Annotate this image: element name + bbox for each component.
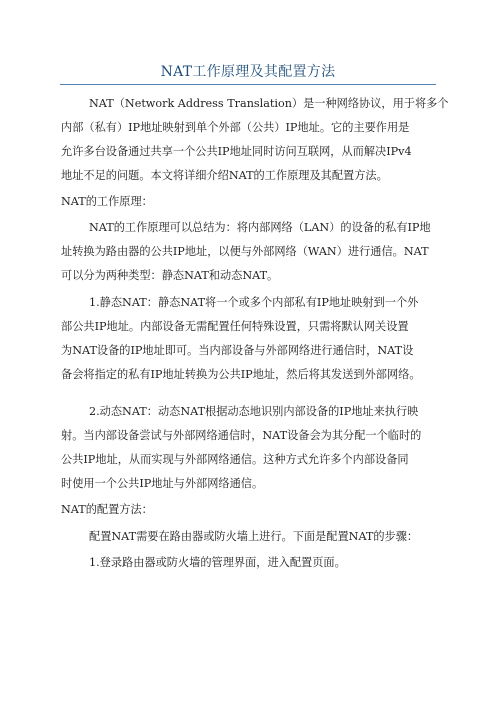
paragraph-line: 地址不足的问题。本文将详细介绍NAT的工作原理及其配置方法。 [61, 169, 388, 182]
title-divider [60, 84, 436, 85]
list-item-line: 为NAT设备的IP地址即可。当内部设备与外部网络进行通信时，NAT设 [61, 344, 414, 357]
section-heading: NAT的配置方法： [61, 503, 153, 516]
document-title: NAT工作原理及其配置方法 [160, 64, 336, 80]
list-item-line: 1.登录路由器或防火墙的管理界面，进入配置页面。 [89, 556, 346, 569]
list-item-line: 射。当内部设备尝试与外部网络通信时，NAT设备会为其分配一个临时的 [61, 429, 422, 442]
paragraph-line: 内部（私有）IP地址映射到单个外部（公共）IP地址。它的主要作用是 [61, 121, 410, 134]
paragraph-line: 址转换为路由器的公共IP地址，以便与外部网络（WAN）进行通信。NAT [61, 245, 429, 258]
paragraph-line: 配置NAT需要在路由器或防火墙上进行。下面是配置NAT的步骤： [89, 530, 419, 543]
list-item-line: 部公共IP地址。内部设备无需配置任何特殊设置，只需将默认网关设置 [61, 320, 409, 333]
paragraph-line: 可以分为两种类型：静态NAT和动态NAT。 [61, 269, 279, 282]
section-heading: NAT的工作原理： [61, 195, 153, 208]
paragraph-line: 允许多台设备通过共享一个公共IP地址同时访问互联网，从而解决IPv4 [61, 145, 412, 158]
paragraph-line: NAT（Network Address Translation）是一种网络协议，用于将多个 [89, 97, 449, 110]
list-item-line: 2.动态NAT：动态NAT根据动态地识别内部设备的IP地址来执行映 [89, 405, 419, 418]
list-item-line: 公共IP地址，从而实现与外部网络通信。这种方式允许多个内部设备同 [61, 453, 409, 466]
list-item-line: 1.静态NAT：静态NAT将一个或多个内部私有IP地址映射到一个外 [89, 296, 419, 309]
list-item-line: 备会将指定的私有IP地址转换为公共IP地址，然后将其发送到外部网络。 [61, 368, 421, 381]
list-item-line: 时使用一个公共IP地址与外部网络通信。 [61, 477, 264, 490]
paragraph-line: NAT的工作原理可以总结为：将内部网络（LAN）的设备的私有IP地 [89, 221, 431, 234]
